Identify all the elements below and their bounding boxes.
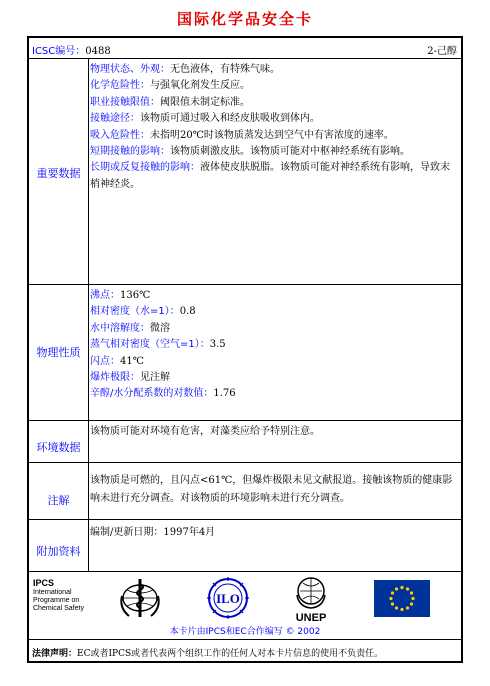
eu-star-icon bbox=[395, 606, 398, 609]
safety-card bbox=[27, 36, 463, 663]
eu-star-icon bbox=[406, 606, 409, 609]
data-line: 接触途径：该物质可通过吸入和经皮肤吸收到体内。 bbox=[90, 113, 320, 125]
property-line: 蒸气相对密度（空气=1）：3.5 bbox=[90, 339, 226, 351]
eu-flag-icon bbox=[374, 580, 430, 617]
ipcs-logo-text: IPCS International Programme on Chemical Safety bbox=[33, 578, 84, 612]
data-line: 职业接触限值：阈限值未制定标准。 bbox=[90, 96, 250, 108]
unep-emblem-icon bbox=[291, 575, 331, 623]
property-line: 辛醇/水分配系数的对数值：1.76 bbox=[90, 388, 236, 400]
eu-star-icon bbox=[400, 608, 403, 611]
section-label-environment: 环境数据 bbox=[36, 441, 81, 454]
ilo-emblem-icon bbox=[203, 576, 253, 620]
divider bbox=[29, 420, 461, 421]
who-emblem-icon bbox=[117, 576, 163, 620]
icsc-number bbox=[32, 42, 111, 57]
legal-disclaimer bbox=[32, 646, 383, 659]
section-label-physical: 物理性质 bbox=[36, 346, 81, 359]
property-line: 相对密度（水=1）：0.8 bbox=[90, 306, 196, 318]
eu-star-icon bbox=[391, 591, 394, 594]
section-label-important: 重要数据 bbox=[36, 167, 81, 180]
section-body-environment: 该物质可能对环境有危害，对藻类应给予特别注意。 bbox=[90, 426, 320, 437]
data-line: 短期接触的影响：该物质刺激皮肤。该物质可能对中枢神经系统有影响。 bbox=[90, 146, 410, 158]
data-line: 化学危险性：与强氧化剂发生反应。 bbox=[90, 80, 250, 92]
eu-star-icon bbox=[391, 602, 394, 605]
eu-star-icon bbox=[411, 597, 414, 600]
svg-text:UNEP: UNEP bbox=[295, 612, 327, 623]
data-line: 吸入危险性：未指明20℃时该物质蒸发达到空气中有害浓度的速率。 bbox=[90, 129, 394, 141]
section-label-extra: 附加资料 bbox=[36, 545, 81, 558]
eu-star-icon bbox=[410, 602, 413, 605]
divider bbox=[29, 639, 461, 640]
section-body-physical bbox=[90, 288, 457, 403]
section-body-important bbox=[90, 62, 457, 193]
divider bbox=[29, 571, 461, 572]
divider bbox=[29, 462, 461, 463]
legal-label: 法律声明： bbox=[32, 649, 78, 659]
divider bbox=[29, 519, 461, 520]
eu-star-icon bbox=[410, 591, 413, 594]
property-line: 水中溶解度：微溶 bbox=[90, 322, 170, 334]
section-label-notes: 注解 bbox=[47, 494, 70, 507]
icsc-value: 0488 bbox=[85, 46, 111, 57]
card-title: 国际化学品安全卡 bbox=[176, 10, 313, 28]
data-line: 长期或反复接触的影响：液体使皮肤脱脂。该物质可能对神经系统有影响，导致末梢神经炎。 bbox=[90, 162, 450, 190]
divider bbox=[29, 58, 461, 59]
legal-text: EC或者IPCS或者代表两个组织工作的任何人对本卡片信息的使用不负责任。 bbox=[77, 649, 384, 659]
column-separator bbox=[88, 58, 89, 571]
property-line: 爆炸极限：见注解 bbox=[90, 372, 170, 384]
eu-star-icon bbox=[395, 587, 398, 590]
eu-star-icon bbox=[406, 587, 409, 590]
property-line: 闪点：41℃ bbox=[90, 355, 144, 367]
svg-text:ILO: ILO bbox=[216, 591, 240, 606]
data-line: 物理状态、外观：无色液体，有特殊气味。 bbox=[90, 64, 280, 75]
cooperation-note: 本卡片由IPCS和EC合作编写 © 2002 bbox=[169, 627, 321, 637]
divider bbox=[29, 284, 461, 285]
eu-star-icon bbox=[389, 597, 392, 600]
section-body-notes: 该物质是可燃的，且闪点<61℃，但爆炸极限未见文献报道。接触该物质的健康影响未进行充分调查。对该物质的环境影响未进行充分调查。 bbox=[90, 475, 453, 504]
substance-name: 2-己醇 bbox=[427, 46, 457, 57]
property-line: 沸点：136℃ bbox=[90, 290, 151, 301]
section-body-extra: 编制/更新日期：1997年4月 bbox=[90, 527, 216, 538]
eu-star-icon bbox=[400, 586, 403, 589]
icsc-label: ICSC编号： bbox=[32, 46, 86, 57]
